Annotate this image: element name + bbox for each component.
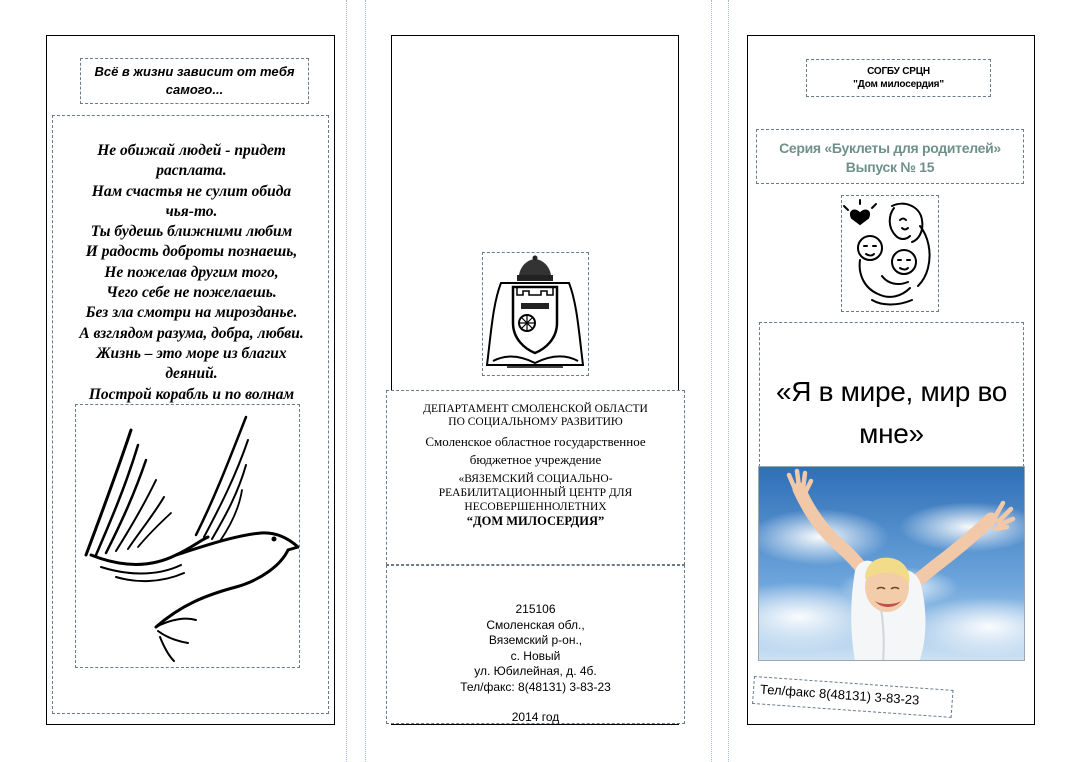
center-line: «ВЯЗЕМСКИЙ СОЦИАЛЬНО- (458, 473, 613, 485)
org-short-line: "Дом милосердия" (853, 79, 944, 90)
center-line: РЕАБИЛИТАЦИОННЫЙ ЦЕНТР ДЛЯ (438, 487, 633, 499)
coat-of-arms-image[interactable] (482, 252, 589, 376)
dove-image[interactable] (75, 404, 300, 668)
poem-line: деяний. (165, 365, 218, 383)
home-name: “ДОМ МИЛОСЕРДИЯ” (466, 514, 605, 528)
poem-line: Не пожелав другим того, (104, 263, 279, 281)
booklet-title-box[interactable] (759, 322, 1024, 467)
dove-icon (76, 405, 299, 667)
address-line: с. Новый (510, 648, 561, 663)
address-box[interactable] (386, 565, 685, 724)
series-box[interactable] (756, 129, 1024, 184)
center-name (387, 472, 684, 514)
series-issue: Выпуск № 15 (845, 159, 935, 175)
poem-line: Без зла смотри на мирозданье. (85, 304, 298, 322)
poem-text (53, 141, 330, 425)
organization-box[interactable] (386, 390, 685, 565)
series-title: Серия «Буклеты для родителей» (779, 140, 1001, 156)
poem-line: Жизнь – это море из благих (96, 344, 287, 362)
column-guide (728, 0, 729, 762)
motto-text: Всё в жизни зависит от тебя самого... (94, 64, 295, 97)
org-short-box[interactable] (806, 59, 991, 97)
org-short-line: СОГБУ СРЦН (867, 66, 930, 77)
mother-children-icon (842, 196, 938, 311)
department-line: ПО СОЦИАЛЬНОМУ РАЗВИТИЮ (448, 416, 623, 428)
address-line: Тел/факс: 8(48131) 3-83-23 (460, 679, 611, 694)
phone-label[interactable]: Тел/факс 8(48131) 3-83-23 (752, 676, 953, 718)
mother-children-image[interactable] (841, 195, 939, 312)
address-line: Вяземский р-он., (488, 633, 583, 647)
institution-name: Смоленское областное государственное бюджетное учреждение (425, 434, 646, 467)
column-guide (365, 0, 366, 762)
year-text: 2014 год (511, 710, 560, 724)
boy-photo[interactable] (758, 466, 1025, 661)
poem-line: Ты будешь ближними любим (90, 223, 293, 241)
address-line: 215106 (515, 602, 556, 616)
poem-line: И радость доброты познаешь, (85, 243, 298, 261)
column-guide (711, 0, 712, 762)
address-line: Смоленская обл., (486, 617, 585, 632)
booklet-title: «Я в мире, мир во мне» (775, 376, 1008, 449)
poem-line: А взглядом разума, добра, любви. (79, 324, 304, 342)
department-name (387, 403, 684, 429)
poem-line: расплата. (156, 162, 227, 180)
poem-line: Построй корабль и по волнам (88, 385, 295, 403)
motto-box[interactable] (80, 58, 309, 104)
department-line: ДЕПАРТАМЕНТ СМОЛЕНСКОЙ ОБЛАСТИ (423, 403, 648, 415)
poem-line: чья-то. (165, 202, 218, 220)
photo-illustration (759, 467, 1025, 661)
poem-line: Нам счастья не сулит обида (91, 182, 292, 200)
poem-line: Не обижай людей - придет (97, 142, 286, 159)
column-guide (346, 0, 347, 762)
address-line: ул. Юбилейная, д. 4б. (474, 664, 597, 678)
poem-line: Чего себе не пожелаешь. (106, 284, 277, 302)
center-line: НЕСОВЕРШЕННОЛЕТНИХ (464, 501, 607, 513)
coat-of-arms-icon (483, 253, 588, 375)
